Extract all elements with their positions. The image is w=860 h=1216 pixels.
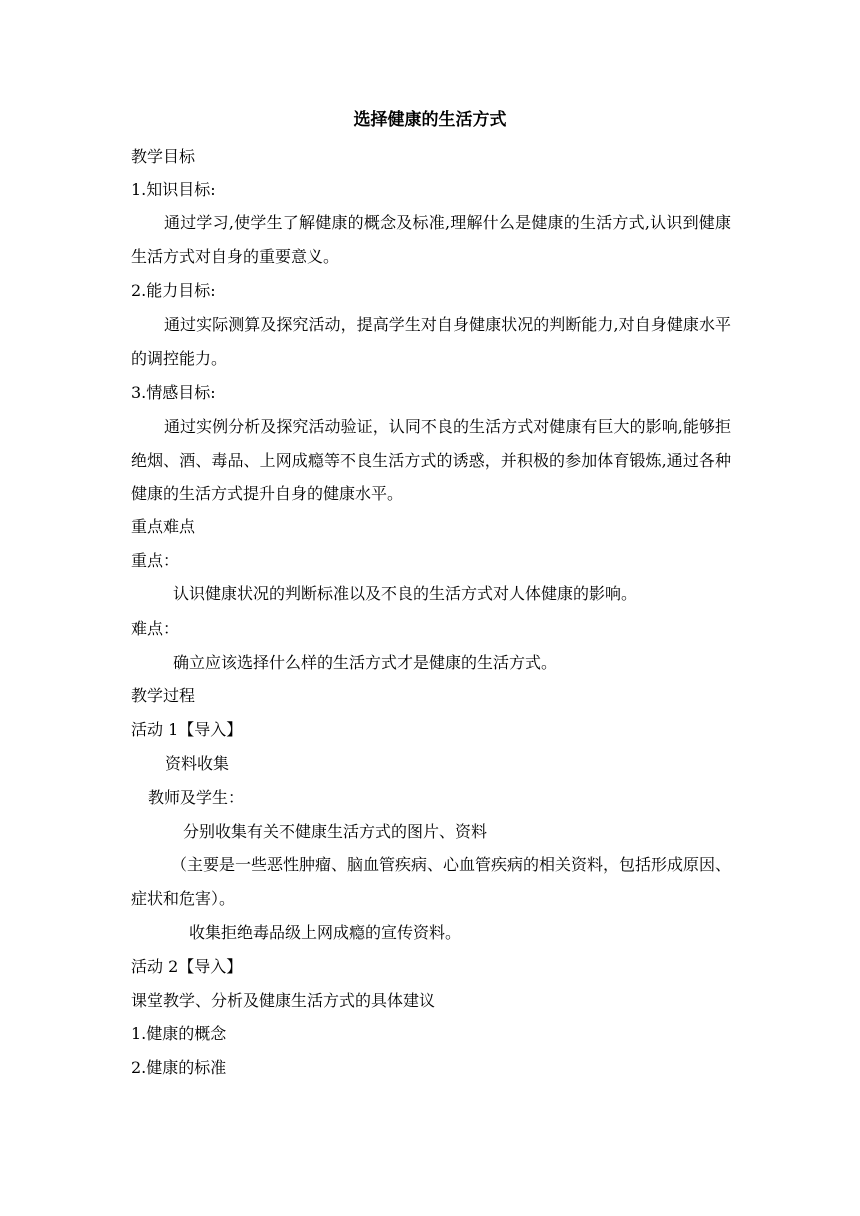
difficulty-label: 难点： (131, 619, 180, 638)
section-heading-process: 教学过程 (131, 686, 196, 705)
knowledge-objective-heading: 1.知识目标: (131, 180, 216, 199)
key-point-text: 认识健康状况的判断标准以及不良的生活方式对人体健康的影响。 (173, 584, 638, 603)
activity-2-subheading: 课堂教学、分析及健康生活方式的具体建议 (131, 991, 436, 1010)
ability-objective-text: 通过实际测算及探究活动，提高学生对自身健康状况的判断能力,对自身健康水平的调控能力。 (131, 315, 731, 368)
document-title: 选择健康的生活方式 (353, 110, 507, 130)
activity-1-item-2: （主要是一些恶性肿瘤、脑血管疾病、心血管疾病的相关资料，包括形成原因、症状和危害）。 (131, 855, 732, 908)
activity-1-item-1: 分别收集有关不健康生活方式的图片、资料 (183, 822, 488, 841)
knowledge-objective-text: 通过学习,使学生了解健康的概念及标准,理解什么是健康的生活方式,认识到健康生活方式对自身的重要意义。 (131, 213, 731, 266)
emotion-objective-text: 通过实例分析及探究活动验证，认同不良的生活方式对健康有巨大的影响,能够拒绝烟、酒、毒品、上网成瘾等不良生活方式的诱惑，并积极的参加体育锻炼,通过各种健康的生活方式提升自身的健康水平。 (131, 417, 731, 503)
activity-1-participants: 教师及学生： (148, 788, 245, 807)
section-heading-objectives: 教学目标 (131, 147, 196, 166)
key-point-label: 重点： (131, 551, 180, 570)
section-heading-key-points: 重点难点 (131, 517, 196, 536)
activity-1-heading: 活动 1【导入】 (131, 720, 243, 739)
emotion-objective-heading: 3.情感目标: (131, 383, 216, 402)
activity-1-subheading: 资料收集 (165, 754, 230, 773)
activity-1-item-3: 收集拒绝毒品级上网成瘾的宣传资料。 (189, 923, 462, 942)
difficulty-text: 确立应该选择什么样的生活方式才是健康的生活方式。 (173, 653, 558, 672)
activity-2-heading: 活动 2【导入】 (131, 957, 243, 976)
activity-2-item-2: 2.健康的标准 (131, 1058, 227, 1077)
activity-2-item-1: 1.健康的概念 (131, 1024, 227, 1043)
ability-objective-heading: 2.能力目标: (131, 281, 216, 300)
